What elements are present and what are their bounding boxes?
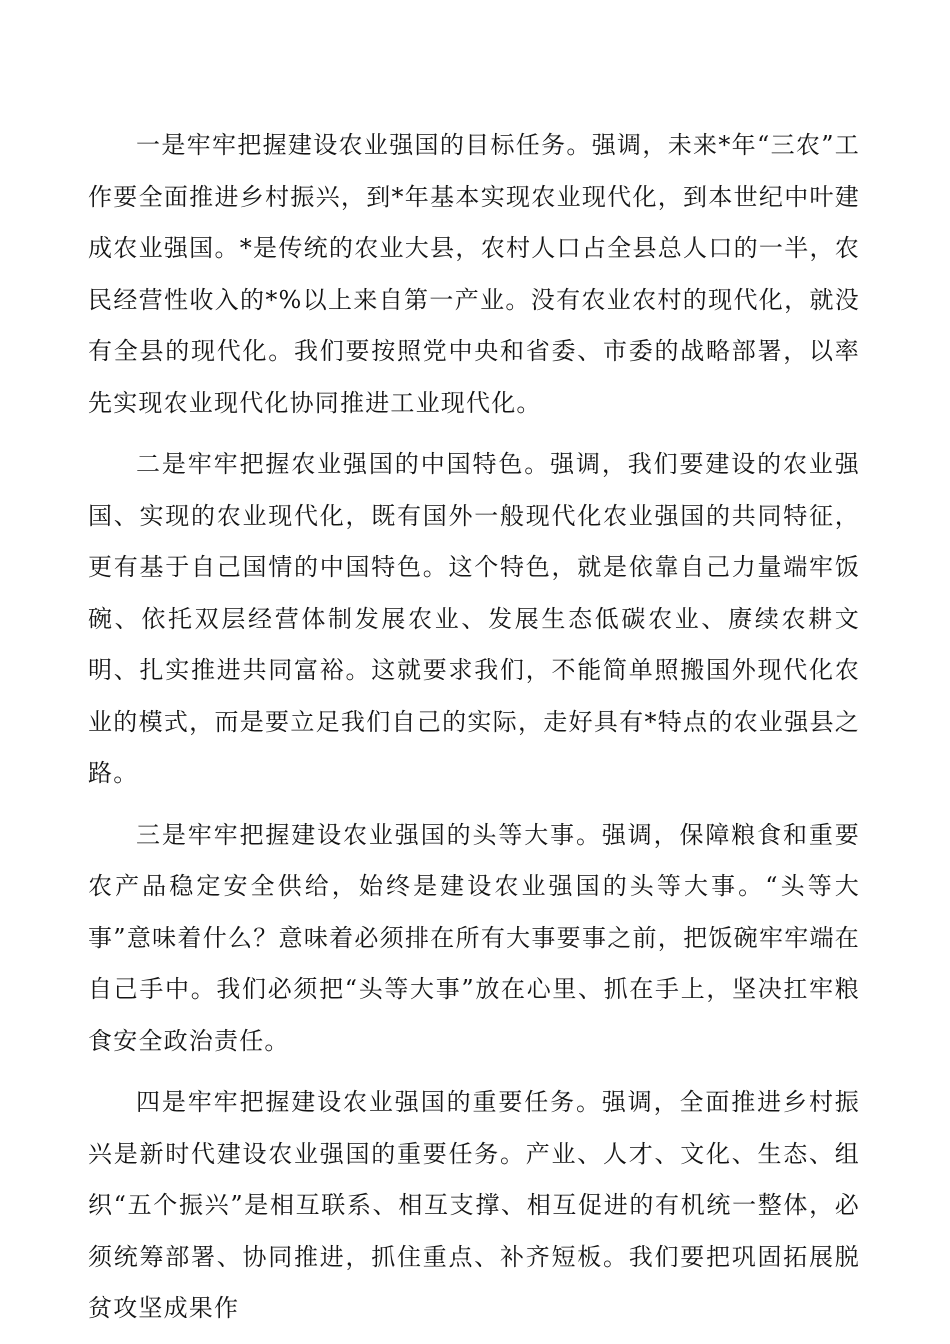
document-body xyxy=(88,120,860,1335)
paragraph-3: 三是牢牢把握建设农业强国的头等大事。强调，保障粮食和重要农产品稳定安全供给，始终是建设农业强国的头等大事。“头等大事”意味着什么？意味着必须排在所有大事要事之前，把饭碗牢牢端在自己手中。我们必须把“头等大事”放在心里、抓在手上，坚决扛牢粮食安全政治责任。 xyxy=(88,820,860,1055)
paragraph-4: 四是牢牢把握建设农业强国的重要任务。强调，全面推进乡村振兴是新时代建设农业强国的重要任务。产业、人才、文化、生态、组织“五个振兴”是相互联系、相互支撑、相互促进的有机统一整体，必须统筹部署、协同推进，抓住重点、补齐短板。我们要把巩固拓展脱贫攻坚成果作 xyxy=(88,1088,860,1322)
paragraph-2: 二是牢牢把握农业强国的中国特色。强调，我们要建设的农业强国、实现的农业现代化，既有国外一般现代化农业强国的共同特征，更有基于自己国情的中国特色。这个特色，就是依靠自己力量端牢饭碗、依托双层经营体制发展农业、发展生态低碳农业、赓续农耕文明、扎实推进共同富裕。这就要求我们，不能简单照搬国外现代化农业的模式，而是要立足我们自己的实际，走好具有*特点的农业强县之路。 xyxy=(88,450,860,787)
paragraph-1: 一是牢牢把握建设农业强国的目标任务。强调，未来*年“三农”工作要全面推进乡村振兴，到*年基本实现农业现代化，到本世纪中叶建成农业强国。*是传统的农业大县，农村人口占全县总人口的一半，农民经营性收入的*%以上来自第一产业。没有农业农村的现代化，就没有全县的现代化。我们要按照党中央和省委、市委的战略部署，以率先实现农业现代化协同推进工业现代化。 xyxy=(88,131,860,417)
